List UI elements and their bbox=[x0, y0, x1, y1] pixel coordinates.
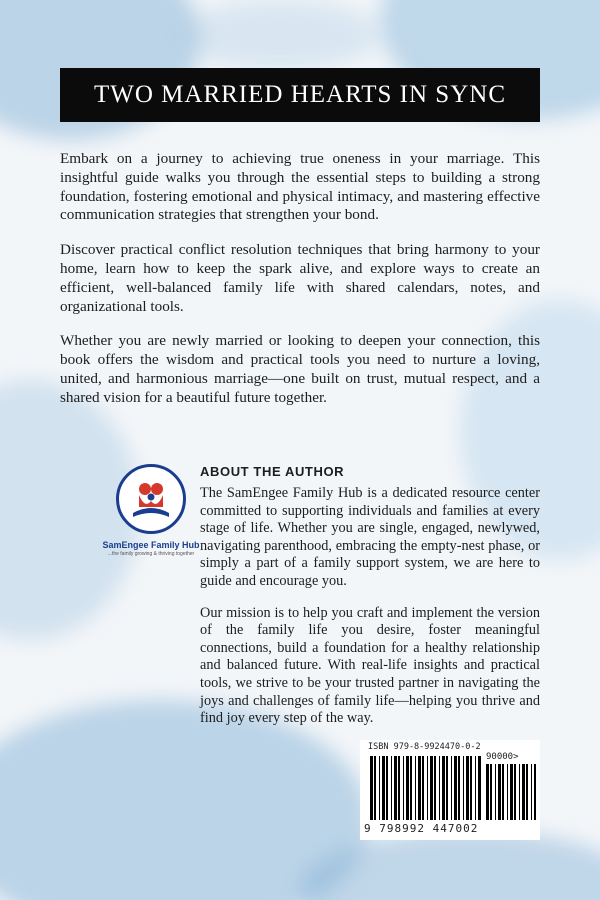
barcode-bar bbox=[379, 756, 380, 820]
barcode-addon-bars bbox=[486, 764, 536, 820]
barcode-bar bbox=[410, 756, 412, 820]
barcode-bar bbox=[507, 764, 508, 820]
barcode-bar bbox=[434, 756, 436, 820]
description-paragraph: Discover practical conflict resolution techniques that bring harmony to your home, learn how to keep the spark alive, and explore ways to create an efficient, well-balanced family life with shared calendars, notes, and organizational tools. bbox=[60, 241, 540, 315]
barcode-bar bbox=[463, 756, 464, 820]
barcode-bar bbox=[498, 764, 501, 820]
barcode-bar bbox=[519, 764, 520, 820]
barcode-bar bbox=[526, 764, 528, 820]
barcode-bar bbox=[398, 756, 400, 820]
barcode-bar bbox=[422, 756, 424, 820]
barcode-bar bbox=[486, 764, 489, 820]
barcode-bar bbox=[442, 756, 445, 820]
barcode-bar bbox=[475, 756, 476, 820]
barcode-bar bbox=[514, 764, 516, 820]
barcode-bar bbox=[510, 764, 513, 820]
barcode-bar bbox=[403, 756, 404, 820]
barcode-bar bbox=[502, 764, 504, 820]
family-logo-icon bbox=[116, 464, 186, 534]
price-code: 90000> bbox=[486, 752, 519, 762]
isbn-label: ISBN 979-8-9924470-0-2 bbox=[368, 742, 481, 752]
barcode-bar bbox=[406, 756, 409, 820]
barcode-bar bbox=[374, 756, 376, 820]
barcode-bar bbox=[451, 756, 452, 820]
barcode-bar bbox=[415, 756, 416, 820]
barcode-bar bbox=[495, 764, 496, 820]
description-paragraph: Embark on a journey to achieving true oneness in your marriage. This insightful guide walks you through the essential steps to building a strong foundation, fostering emotional and physical intimacy, and mastering effective communication strategies that strengthen your bond. bbox=[60, 150, 540, 224]
isbn-barcode bbox=[360, 740, 540, 840]
barcode-bar bbox=[391, 756, 392, 820]
book-title: TWO MARRIED HEARTS IN SYNC bbox=[94, 81, 506, 108]
barcode-bar bbox=[439, 756, 440, 820]
barcode-bar bbox=[430, 756, 433, 820]
barcode-bar bbox=[394, 756, 397, 820]
barcode-bar bbox=[522, 764, 525, 820]
barcode-bar bbox=[534, 764, 536, 820]
barcode-bar bbox=[418, 756, 421, 820]
barcode-digits: 9 798992 447002 bbox=[364, 822, 479, 835]
barcode-bar bbox=[490, 764, 492, 820]
title-band bbox=[60, 68, 540, 122]
barcode-bar bbox=[370, 756, 373, 820]
book-description bbox=[60, 150, 540, 424]
barcode-bar bbox=[454, 756, 457, 820]
barcode-bar bbox=[382, 756, 385, 820]
logo-tagline: ...the family growing & thriving together bbox=[107, 551, 195, 557]
about-author-section bbox=[200, 464, 540, 742]
barcode-bar bbox=[386, 756, 388, 820]
about-author-heading: ABOUT THE AUTHOR bbox=[200, 464, 345, 479]
barcode-bar bbox=[478, 756, 481, 820]
barcode-bar bbox=[427, 756, 428, 820]
barcode-bar bbox=[466, 756, 469, 820]
barcode-bar bbox=[470, 756, 472, 820]
author-paragraph: The SamEngee Family Hub is a dedicated resource center committed to supporting individuals and families at every stage of life. Whether you are single, engaged, newlywed, navigating parenthood, embracing the empty-nest phase, or simply a part of a family support system, we are here to guide and encourage you. bbox=[200, 485, 540, 589]
author-logo bbox=[88, 464, 214, 557]
logo-org-name: SamEngee Family Hub bbox=[102, 540, 200, 550]
description-paragraph: Whether you are newly married or looking to deepen your connection, this book offers the wisdom and practical tools you need to nurture a loving, united, and harmonious marriage—one built on trust, mutual respect, and a shared vision for a beautiful future together. bbox=[60, 332, 540, 406]
barcode-bar bbox=[458, 756, 460, 820]
barcode-bar bbox=[446, 756, 448, 820]
barcode-bar bbox=[531, 764, 532, 820]
barcode-bars bbox=[370, 756, 482, 820]
author-paragraph: Our mission is to help you craft and implement the version of the family life you desire, foster meaningful connections, build a foundation for a healthy relationship and balanced future. With real-life insights and practical tools, we strive to be your trusted partner in navigating the joys and challenges of family life—helping you thrive and find joy every step of the way. bbox=[200, 604, 540, 727]
